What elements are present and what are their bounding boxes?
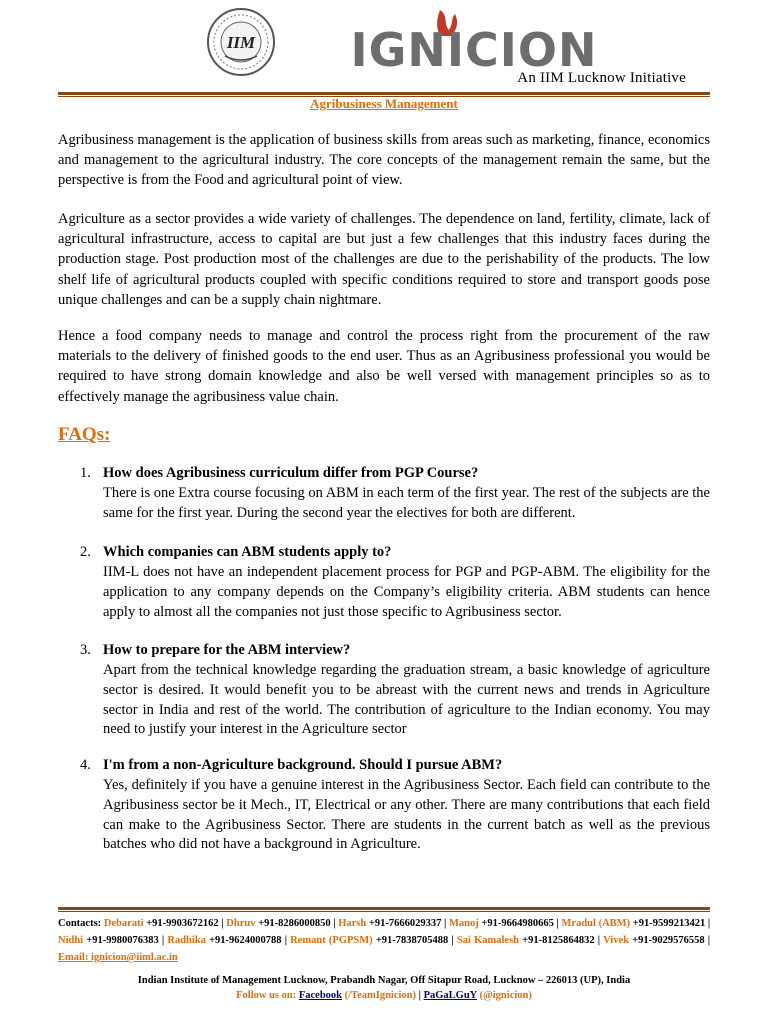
contact-name: Dhruv [226, 918, 256, 929]
ignicion-wordmark [345, 6, 603, 70]
faq-answer: There is one Extra course focusing on ABM in each term of the first year. The rest of the subjects are the same for the first year. During the second year the electives for both are different. [103, 485, 710, 521]
iim-logo-text: IIM [226, 33, 256, 52]
separator: | [284, 935, 288, 946]
contact-name: Sai Kamalesh [456, 935, 519, 946]
follow-us [0, 990, 768, 1001]
faq-number: 1. [80, 465, 91, 481]
faq-question: I'm from a non-Agriculture background. Should I pursue ABM? [103, 757, 503, 773]
faq-question: Which companies can ABM students apply to? [103, 544, 392, 560]
faqs-heading: FAQs: [58, 424, 111, 445]
contact-phone: +91-7666029337 [368, 918, 442, 929]
pagalguy-handle: (@ignicion) [479, 990, 532, 1001]
footer-divider-thin [58, 911, 710, 912]
contact-phone: +91-9624000788 [209, 935, 282, 946]
challenges-paragraph: Agriculture as a sector provides a wide variety of challenges. The dependence on land, fertility, climate, lack of agricultural infrastructure, access to capital are but just a few challenges that this industry faces during the production stage. Post production most of the challenges are due to the perishability of the products. The low shelf life of agricultural products coupled with specific conditions required to store and transport goods pose unique challenges and can be a supply chain nightmare. [58, 211, 710, 308]
faq-answer: Apart from the technical knowledge regarding the graduation stream, a basic knowledge of agriculture sector is desired. It would benefit you to be abreast with the current news and trends in Agriculture sector in India and rest of the world. The contribution of agriculture to the Indian economy. You may need to justify your interest in the Agriculture sector [103, 662, 710, 738]
footer-divider [58, 907, 710, 910]
faq-number: 4. [80, 757, 91, 773]
contact-phone: +91-9903672162 [146, 918, 219, 929]
header-divider [58, 92, 710, 95]
contact-phone: +91-8286000850 [258, 918, 331, 929]
contacts-block [58, 915, 710, 966]
contact-name: Radhika [167, 935, 206, 946]
contact-name: Debarati [103, 918, 144, 929]
faq-number: 2. [80, 544, 91, 560]
follow-label: Follow us on: [236, 990, 297, 1001]
faq-question: How to prepare for the ABM interview? [103, 642, 351, 658]
pagalguy-link[interactable]: PaGaLGuY [423, 990, 477, 1001]
separator: | [707, 918, 711, 929]
contact-program: (PGPSM) [328, 935, 373, 946]
contact-name: Manoj [449, 918, 479, 929]
faq-answer: IIM-L does not have an independent placement process for PGP and PGP-ABM. The eligibility for the application to any company depends on the Company’s eligibility criteria. ABM students can hence apply to almost all the companies not just those specific to Agribusiness sector. [103, 564, 710, 620]
separator: | [556, 918, 559, 929]
contact-name: Mradul [561, 918, 596, 929]
contact-phone: +91-8125864832 [522, 935, 595, 946]
facebook-handle: (/TeamIgnicion) [344, 990, 417, 1001]
email-link[interactable]: Email: ignicion@iiml.ac.in [58, 952, 178, 963]
contact-phone: +91-9029576558 [632, 935, 705, 946]
contact-phone: +91-7838705488 [375, 935, 449, 946]
brand-name: IGNICION [350, 23, 598, 70]
ignicion-logo [345, 6, 603, 70]
separator: | [221, 918, 224, 929]
contacts-label: Contacts: [58, 918, 102, 929]
iim-emblem-icon [205, 6, 277, 78]
tagline: An IIM Lucknow Initiative [517, 70, 686, 86]
contact-name: Harsh [338, 918, 367, 929]
facebook-link[interactable]: Facebook [298, 990, 343, 1001]
separator: | [444, 918, 447, 929]
separator: | [333, 918, 336, 929]
separator: | [707, 935, 711, 946]
intro-paragraph: Agribusiness management is the application of business skills from areas such as marketing, finance, economics and management to the agricultural industry. The core concepts of the management remain the same, but the perspective is from the Food and agricultural point of view. [58, 132, 710, 189]
document-title: Agribusiness Management [310, 96, 458, 111]
address: Indian Institute of Management Lucknow, Prabandh Nagar, Off Sitapur Road, Lucknow – 226013 (UP), India [137, 975, 631, 986]
contact-phone: +91-9599213421 [632, 918, 706, 929]
contact-name: Vivek [603, 935, 629, 946]
contact-program: (ABM) [598, 918, 631, 929]
iim-lucknow-logo [205, 6, 277, 78]
separator: | [418, 990, 421, 1001]
faq-number: 3. [80, 642, 91, 658]
contact-name: Nidhi [58, 935, 84, 946]
contact-name: Remant [290, 935, 326, 946]
contact-phone: +91-9980076383 [86, 935, 159, 946]
faq-question: How does Agribusiness curriculum differ from PGP Course? [103, 465, 479, 481]
separator: | [451, 935, 454, 946]
separator: | [161, 935, 165, 946]
contact-phone: +91-9664980665 [481, 918, 554, 929]
faq-answer: Yes, definitely if you have a genuine interest in the Agribusiness Sector. Each field can contribute to the Agribusiness sector be it Mech., IT, Electrical or any other. There are many contributions that each field can make to the Agribusiness Sector. There are students in the current batch as well as the previous batches who did not have a background in Agriculture. [103, 777, 710, 853]
value-chain-paragraph: Hence a food company needs to manage and control the process right from the procurement of the raw materials to the delivery of finished goods to the end user. Thus as an Agribusiness professional you would be required to have strong domain knowledge and also be well versed with management principles so as to effectively manage the agribusiness value chain. [58, 328, 710, 405]
separator: | [597, 935, 601, 946]
